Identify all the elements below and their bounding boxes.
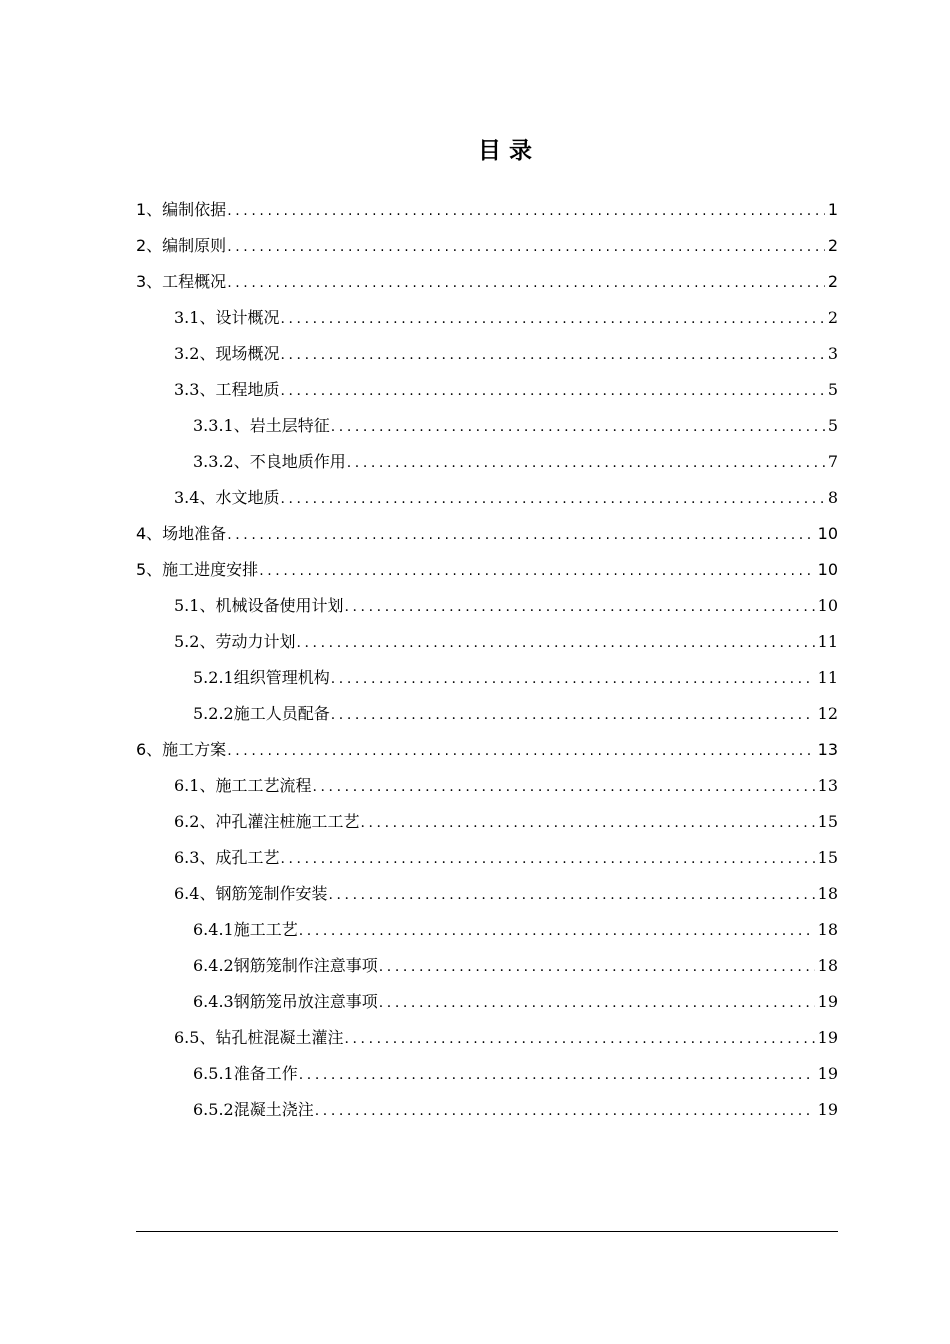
toc-page-number: 10 [817, 524, 838, 543]
toc-dot-leader [227, 193, 825, 228]
toc-dot-leader [280, 337, 824, 372]
toc-page-number: 15 [817, 848, 838, 867]
toc-entry-label: 5、施工进度安排 [136, 560, 259, 579]
toc-entry[interactable] [136, 552, 838, 588]
toc-entry[interactable] [136, 228, 838, 264]
toc-dot-leader [299, 1057, 815, 1092]
toc-page-number: 1 [827, 200, 838, 219]
toc-entry[interactable] [174, 300, 838, 336]
toc-page-number: 18 [817, 956, 838, 975]
toc-entry-label: 3.3.1、岩土层特征 [193, 416, 330, 435]
toc-dot-leader [227, 517, 814, 552]
toc-entry[interactable] [174, 804, 838, 840]
toc-page-number: 2 [827, 272, 838, 291]
toc-entry[interactable] [174, 768, 838, 804]
toc-page-number: 19 [817, 1028, 838, 1047]
toc-page-number: 10 [817, 560, 838, 579]
toc-entry-label: 6.4.1施工工艺 [193, 920, 298, 939]
toc-page-number: 18 [817, 920, 838, 939]
toc-entry-label: 3.3.2、不良地质作用 [193, 452, 346, 471]
toc-dot-leader [280, 373, 824, 408]
toc-entry-label: 4、场地准备 [136, 524, 227, 543]
toc-entry-label: 6.4.3钢筋笼吊放注意事项 [193, 992, 378, 1011]
toc-entry-label: 6.1、施工工艺流程 [174, 776, 312, 795]
toc-entry-label: 3.2、现场概况 [174, 344, 280, 363]
toc-page-number: 19 [817, 1100, 838, 1119]
toc-entry[interactable] [174, 588, 838, 624]
toc-entry[interactable] [174, 876, 838, 912]
toc-page-number: 19 [817, 992, 838, 1011]
toc-entry-label: 6.3、成孔工艺 [174, 848, 280, 867]
toc-entry-label: 3.3、工程地质 [174, 380, 280, 399]
toc-page-number: 19 [817, 1064, 838, 1083]
toc-page-number: 11 [817, 668, 838, 687]
toc-entry-label: 6.5.1准备工作 [193, 1064, 298, 1083]
toc-dot-leader [280, 841, 814, 876]
toc-dot-leader [227, 733, 814, 768]
toc-dot-leader [331, 697, 815, 732]
toc-entry-label: 6.4、钢筋笼制作安装 [174, 884, 328, 903]
toc-entry-label: 3.1、设计概况 [174, 308, 280, 327]
footer-divider [136, 1231, 838, 1232]
toc-page-number: 5 [827, 416, 838, 435]
toc-entry-label: 5.2、劳动力计划 [174, 632, 296, 651]
toc-entry-label: 5.1、机械设备使用计划 [174, 596, 344, 615]
toc-entry[interactable] [193, 1056, 838, 1092]
toc-entry[interactable] [193, 408, 838, 444]
toc-page-number: 2 [827, 308, 838, 327]
toc-entry-label: 6.2、冲孔灌注桩施工工艺 [174, 812, 360, 831]
toc-entry[interactable] [193, 912, 838, 948]
toc-page-number: 15 [817, 812, 838, 831]
toc-dot-leader [331, 661, 815, 696]
toc-entry[interactable] [136, 264, 838, 300]
toc-dot-leader [344, 1021, 814, 1056]
toc-entry-label: 6.5、钻孔桩混凝土灌注 [174, 1028, 344, 1047]
page-title: 目 录 [477, 138, 532, 164]
toc-dot-leader [360, 805, 814, 840]
toc-entry[interactable] [174, 372, 838, 408]
toc-entry[interactable] [193, 660, 838, 696]
toc-dot-leader [227, 229, 825, 264]
toc-dot-leader [379, 949, 815, 984]
toc-entry[interactable] [193, 1092, 838, 1128]
toc-dot-leader [331, 409, 825, 444]
toc-dot-leader [312, 769, 814, 804]
toc-entry[interactable] [193, 696, 838, 732]
toc-dot-leader [227, 265, 825, 300]
toc-dot-leader [315, 1093, 815, 1128]
toc-entry-label: 6.5.2混凝土浇注 [193, 1100, 314, 1119]
toc-page-number: 12 [817, 704, 838, 723]
toc-dot-leader [259, 553, 814, 588]
toc-page-number: 18 [817, 884, 838, 903]
toc-entry[interactable] [174, 480, 838, 516]
toc-entry-label: 6、施工方案 [136, 740, 227, 759]
toc-page-number: 5 [827, 380, 838, 399]
toc-entry[interactable] [174, 336, 838, 372]
toc-entry-label: 1、编制依据 [136, 200, 227, 219]
toc-page-number: 13 [817, 740, 838, 759]
toc-entry[interactable] [174, 1020, 838, 1056]
toc-entry[interactable] [193, 984, 838, 1020]
toc-dot-leader [344, 589, 814, 624]
toc-dot-leader [299, 913, 815, 948]
toc-entry-label: 2、编制原则 [136, 236, 227, 255]
toc-dot-leader [328, 877, 814, 912]
toc-entry[interactable] [136, 516, 838, 552]
toc-dot-leader [296, 625, 814, 660]
toc-page-number: 13 [817, 776, 838, 795]
toc-dot-leader [379, 985, 815, 1020]
toc-entry-label: 5.2.1组织管理机构 [193, 668, 330, 687]
toc-entry-label: 6.4.2钢筋笼制作注意事项 [193, 956, 378, 975]
toc-dot-leader [280, 481, 824, 516]
toc-entry[interactable] [136, 192, 838, 228]
toc-entry-label: 5.2.2施工人员配备 [193, 704, 330, 723]
toc-entry-label: 3、工程概况 [136, 272, 227, 291]
toc-entry[interactable] [136, 732, 838, 768]
toc-entry[interactable] [193, 444, 838, 480]
toc-page-number: 3 [827, 344, 838, 363]
toc-dot-leader [280, 301, 824, 336]
toc-page-number: 2 [827, 236, 838, 255]
toc-page-number: 8 [827, 488, 838, 507]
toc-entry-label: 3.4、水文地质 [174, 488, 280, 507]
toc-entry[interactable] [174, 624, 838, 660]
toc-dot-leader [347, 445, 825, 480]
toc-page-number: 11 [817, 632, 838, 651]
toc-page-number: 10 [817, 596, 838, 615]
toc-entry[interactable] [193, 948, 838, 984]
toc-page-number: 7 [827, 452, 838, 471]
toc-entry[interactable] [174, 840, 838, 876]
